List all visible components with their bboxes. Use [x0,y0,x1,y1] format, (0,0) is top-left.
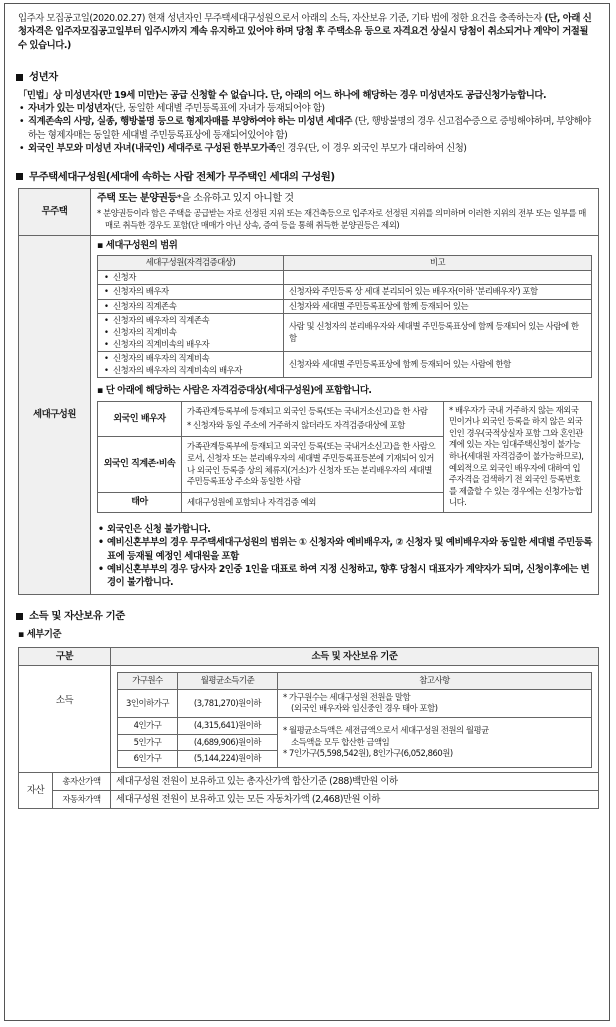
square-bullet-icon [16,74,23,81]
scope-note [284,270,592,285]
item-text: (단, 행방불명의 경우 신고접수증으로 증빙해야하며, 부양해야하는 형제자매는 동일한 세대별 주민등록표상에 등재되어있어야 함) [28,116,591,141]
detail-criteria-label: ▪ 세부기준 [18,628,62,640]
row-label: 무주택 [19,189,91,235]
column-header: 세대구성원(자격검증대상) [98,256,284,271]
square-bullet-icon [16,613,23,620]
square-bullet-icon [16,173,23,180]
intro-text: 입주자 모집공고일(2020.02.27) 현재 성년자인 무주택세대구성원으로서 아래의 소득, 자산보유 기준, 기타 법에 정한 요건을 충족하는자 [18,13,545,24]
scope-note: 사람 및 신청자의 분리배우자와 세대별 주민등록표상에 함께 등재되어 있는 사람에 한함 [284,314,592,352]
column-header: 월평균소득기준 [178,673,278,690]
desc-line: * 신청자와 동일 주소에 거주하지 않더라도 자격검증대상에 포함 [187,420,405,431]
household-size: 6인가구 [118,751,178,768]
scope-target [98,352,284,378]
scope-note: 신청자와 주민등록 상 세대 분리되어 있는 배우자(이하 '분리배우자') 포함 [284,285,592,300]
scope-table [97,255,592,378]
scope-note: 신청자와 세대별 주민등록표상에 함께 등재되어 있는 [284,299,592,314]
include-label: 태아 [98,493,182,513]
reference-note [278,689,592,717]
asset-label: 자산 [19,772,53,809]
column-header: 참고사항 [278,673,592,690]
list-item: • 신청자의 배우자 [103,286,278,298]
asset-row-text: 세대구성원 전원이 보유하고 있는 총자산가액 합산기준 (288)백만원 이하 [111,772,599,790]
column-header: 가구원수 [118,673,178,690]
no-house-note: * 분양권등이라 함은 주택을 공급받는 자로 선정된 지위 또는 재건축등으로 입주자로 선정된 지위를 의미하며 이러한 지위의 전부 또는 일부를 매매로 취득한 경우도 포함(단 매매가 아닌 상속, 증여 등을 통해 취득한 분양권등은 제외) [97,208,586,231]
section-adult-heading [16,70,599,85]
item-bold: 자녀가 있는 미성년자 [28,103,112,115]
list-item: • 신청자의 배우자의 직계비속의 배우자 [103,365,278,377]
item-bold: 외국인 부모와 미성년 자녀(내국인) 세대주로 구성된 한부모가족 [28,143,277,155]
adult-list [18,102,599,155]
list-item: • 신청자의 직계비속 [103,327,278,339]
list-item: • 신청자의 직계비속의 배우자 [103,339,278,351]
list-item: • 신청자 [103,272,278,284]
section-title: 무주택세대구성원(세대에 속하는 사람 전체가 무주택인 세대의 구성원) [29,170,335,183]
ref-line: * 월평균소득액은 세전금액으로서 세대구성원 전원의 월평균 [283,724,489,735]
household-size: 3인이하가구 [118,689,178,717]
list-item: • 예비신혼부부의 경우 당사자 2인중 1인을 대표로 하여 지정 신청하고, 향후 당첨시 대표자가 계약자가 되며, 신청이후에는 변경이 불가합니다. [97,563,592,590]
asset-row-text: 세대구성원 전원이 보유하고 있는 모든 자동차가액 (2,468)만원 이하 [111,791,599,809]
list-item: • 외국인은 신청 불가합니다. [97,523,592,536]
member-cell [91,235,599,594]
asset-row-label: 자동차가액 [53,791,111,809]
list-item [18,115,599,142]
include-label: 외국인 직계존·비속 [98,436,182,493]
household-notes [97,523,592,590]
section-title: 소득 및 자산보유 기준 [29,609,125,622]
column-header: 소득 및 자산보유 기준 [111,647,599,665]
household-table [18,188,599,594]
include-desc: 가족관계등록부에 등재되고 외국인 등록(또는 국내거소신고)을 한 사람으로서, 신청자 또는 분리배우자의 세대별 주민등록표등본에 기재되어 있거나 외국인 등록증 상의 체류지(거소)가 신청자 또는 분리배우자의 세대별 주민등록표상 주소와 동일한 사람 [182,436,444,493]
scope-note: 신청자와 세대별 주민등록표상에 함께 등재되어 있는 사람에 한함 [284,352,592,378]
include-table [97,401,592,513]
income-cell [111,666,599,773]
item-text: 인 경우(단, 이 경우 외국인 부모가 대리하여 신청) [276,143,467,155]
income-table [18,647,599,810]
ref-line: * 7인가구(5,598,542원), 8인가구(6,052,860원) [283,748,453,759]
scope-title: ▪ 세대구성원의 범위 [97,239,178,251]
list-item: • 신청자의 직계존속 [103,301,278,313]
item-bold: 직계존속의 사망, 실종, 행방불명 등으로 형제자매를 부양하여야 하는 미성년 세대주 [28,116,353,128]
section-income-heading [16,609,599,624]
list-item [18,102,599,115]
income-sub-table [117,672,592,768]
list-item: • 신청자의 배우자의 직계비속 [103,353,278,365]
intro-paragraph [18,12,599,52]
column-header: 구분 [19,647,111,665]
no-house-cell [91,189,599,235]
household-size: 4인가구 [118,717,178,734]
include-label: 외국인 배우자 [98,401,182,436]
asset-row-label: 총자산가액 [53,772,111,790]
income-value: (4,315,641)원이하 [178,717,278,734]
ref-line: 소득액을 모두 합산한 금액임 [291,736,390,747]
item-text: (단, 동일한 세대별 주민등록표에 자녀가 등재되어야 함) [111,103,325,115]
sub-heading-text: 세부기준 [26,628,62,640]
income-value: (5,144,224)원이하 [178,751,278,768]
row-label: 세대구성원 [19,235,91,594]
income-value: (3,781,270)원이하 [178,689,278,717]
desc-line: 가족관계등록부에 등재되고 외국인 등록(또는 국내거소신고)을 한 사람 [187,405,428,416]
ref-line: (외국인 배우자와 임신중인 경우 태아 포함) [291,703,438,714]
scope-target [98,285,284,300]
household-size: 5인가구 [118,734,178,751]
list-item [18,142,599,155]
main-bold: 주택 또는 분양권등 [97,193,177,205]
intro-bold-text: (단, 아래 신청자격은 입주자모집공고일부터 입주시까지 계속 유지하고 있어야 하며 당첨 후 주택소유 등으로 자격요건 상실시 당첨이 취소되거나 계약이 거절될 수 있습니다.) [18,13,592,51]
scope-target [98,314,284,352]
income-value: (4,689,906)원이하 [178,734,278,751]
income-label: 소득 [19,666,111,773]
section-household-heading [16,170,599,185]
list-item: • 신청자의 배우자의 직계존속 [103,315,278,327]
adult-paragraph [18,89,599,102]
include-desc: 세대구성원에 포함되나 자격검증 예외 [182,493,444,513]
main-text: *을 소유하고 있지 아니할 것 [176,193,294,205]
column-header: 비고 [284,256,592,271]
list-item: • 예비신혼부부의 경우 무주택세대구성원의 범위는 ① 신청자와 예비배우자, ② 신청자 및 예비배우자와 동일한 세대별 주민등록표에 등재될 예정인 세대원을 포함 [97,536,592,563]
reference-note [278,717,592,767]
no-house-main [97,192,592,206]
section-title: 성년자 [29,71,58,84]
document-page [4,3,610,1021]
scope-target [98,299,284,314]
include-desc [182,401,444,436]
ref-line: * 가구원수는 세대구성원 전원을 말함 [283,691,411,702]
scope-target [98,270,284,285]
include-title: ▪ 단 아래에 해당하는 사람은 자격검증대상(세대구성원)에 포함합니다. [97,385,372,397]
include-side-note: * 배우자가 국내 거주하지 않는 재외국민이거나 외국인 등록을 하지 않은 외국인인 경우(국적상실자 포함 그와 혼인관계에 있는 자는 임대주택신청이 불가능하나(세대원 자격검증이 불가능하므로), 예외적으로 외국인 배우자에 대하여 입주자격을 검색하기 전 외국인 등록번호를 제출할 수 있는 경우에는 신청가능합니다. [444,401,592,512]
adult-line: 「민법」상 미성년자(만 19세 미만)는 공급 신청할 수 없습니다. 단, 아래의 어느 하나에 해당하는 경우 미성년자도 공급신청가능합니다. [18,89,547,101]
